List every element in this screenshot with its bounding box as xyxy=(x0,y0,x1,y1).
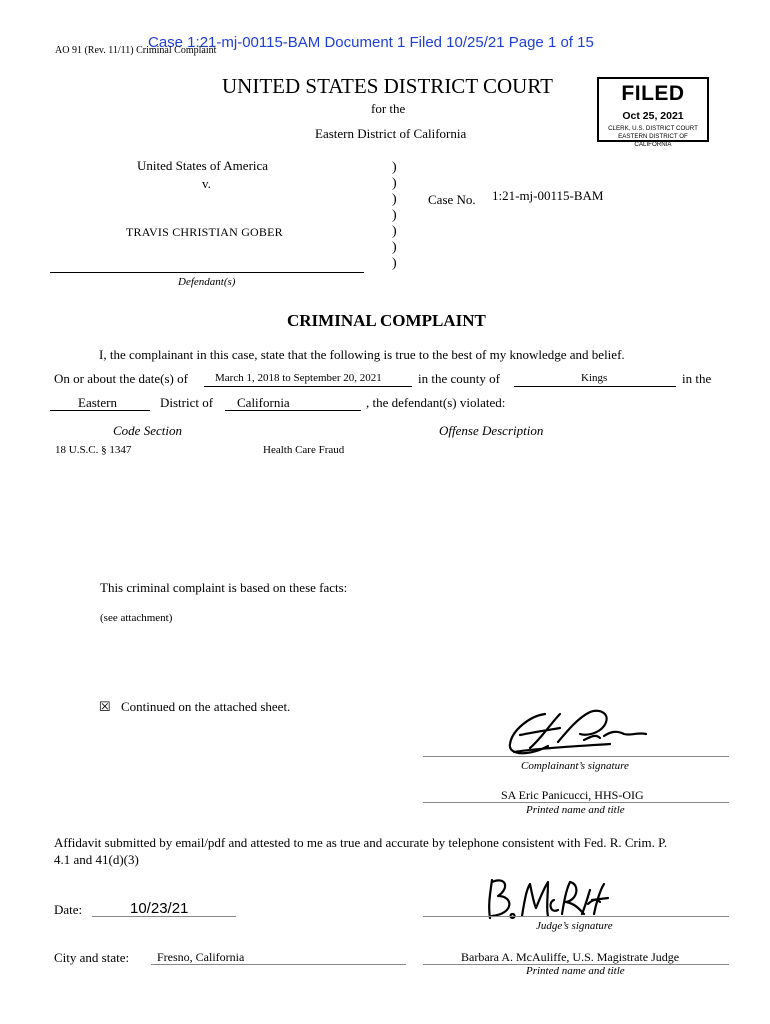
county-prefix: in the county of xyxy=(418,371,500,386)
violated-text: , the defendant(s) violated: xyxy=(366,395,506,410)
court-district: Eastern District of California xyxy=(315,126,467,141)
filed-stamp xyxy=(597,77,709,148)
district-word: Eastern xyxy=(78,395,117,410)
complainant-printed-name: SA Eric Panicucci, HHS-OIG xyxy=(501,788,644,802)
sign-date: 10/23/21 xyxy=(130,900,189,917)
offense-dates: March 1, 2018 to September 20, 2021 xyxy=(215,372,382,384)
district-line xyxy=(50,410,150,411)
date-line xyxy=(92,916,236,917)
complaint-title: CRIMINAL COMPLAINT xyxy=(287,311,486,330)
judge-signature-label: Judge’s signature xyxy=(536,920,613,932)
defendant-line xyxy=(50,272,364,273)
in-the: in the xyxy=(682,371,712,386)
city-line xyxy=(151,964,406,965)
versus: v. xyxy=(202,176,211,191)
continued-checkbox[interactable]: ☒ xyxy=(99,699,111,714)
filed-date: Oct 25, 2021 xyxy=(622,110,684,122)
county-line xyxy=(514,386,676,387)
judge-printed-name-label: Printed name and title xyxy=(526,965,625,977)
caption-paren-6: ) xyxy=(392,240,397,255)
date-label: Date: xyxy=(54,902,83,917)
defendant-name: TRAVIS CHRISTIAN GOBER xyxy=(126,225,283,239)
continued-label: Continued on the attached sheet. xyxy=(121,699,291,714)
complaint-intro: I, the complainant in this case, state that the following is true to the best of my knowledge and belief. xyxy=(99,347,625,362)
defendant-label: Defendant(s) xyxy=(178,276,236,288)
city-label: City and state: xyxy=(54,950,130,965)
caption-paren-5: ) xyxy=(392,224,397,239)
judge-signature-line xyxy=(423,916,729,917)
complainant-printed-name-label: Printed name and title xyxy=(526,804,625,816)
facts-text: (see attachment) xyxy=(100,612,173,624)
filed-title: FILED xyxy=(621,82,685,105)
district-of: District of xyxy=(160,395,214,410)
code-section: 18 U.S.C. § 1347 xyxy=(55,444,132,456)
caption-paren-1: ) xyxy=(392,160,397,175)
county: Kings xyxy=(581,372,608,384)
case-no: 1:21-mj-00115-BAM xyxy=(492,188,604,203)
case-header-stamp: Case 1:21-mj-00115-BAM Document 1 Filed 10/25/21 Page 1 of 15 xyxy=(148,34,594,51)
caption-paren-4: ) xyxy=(392,208,397,223)
judge-printed-name: Barbara A. McAuliffe, U.S. Magistrate Judge xyxy=(461,950,680,964)
caption-paren-7: ) xyxy=(392,256,397,271)
affidavit-line-2: 4.1 and 41(d)(3) xyxy=(54,852,139,867)
city-state: Fresno, California xyxy=(157,950,245,964)
form-id: AO 91 (Rev. 11/11) Criminal Complaint xyxy=(55,45,217,56)
case-no-label: Case No. xyxy=(428,192,476,207)
court-name: UNITED STATES DISTRICT COURT xyxy=(222,74,553,98)
caption-paren-2: ) xyxy=(392,176,397,191)
dates-line xyxy=(204,386,412,387)
offense-description: Health Care Fraud xyxy=(263,444,345,456)
complainant-signature-image xyxy=(500,700,650,762)
caption-paren-3: ) xyxy=(392,192,397,207)
dates-prefix: On or about the date(s) of xyxy=(54,371,188,386)
complainant-name-line xyxy=(423,802,729,803)
complainant-signature-label: Complainant’s signature xyxy=(521,760,629,772)
plaintiff: United States of America xyxy=(137,158,269,173)
filed-clerk-line1: CLERK, U.S. DISTRICT COURT xyxy=(608,125,698,132)
affidavit-line-1: Affidavit submitted by email/pdf and attested to me as true and accurate by telephone consistent with Fed. R. Crim. P. xyxy=(54,835,668,850)
for-the: for the xyxy=(371,101,406,116)
state: California xyxy=(237,395,290,410)
offense-header: Offense Description xyxy=(439,423,544,438)
filed-clerk-line2: EASTERN DISTRICT OF CALIFORNIA xyxy=(618,133,688,148)
complainant-signature-line xyxy=(423,756,729,757)
state-line xyxy=(225,410,361,411)
code-section-header: Code Section xyxy=(113,423,182,438)
facts-label: This criminal complaint is based on these facts: xyxy=(100,580,348,595)
